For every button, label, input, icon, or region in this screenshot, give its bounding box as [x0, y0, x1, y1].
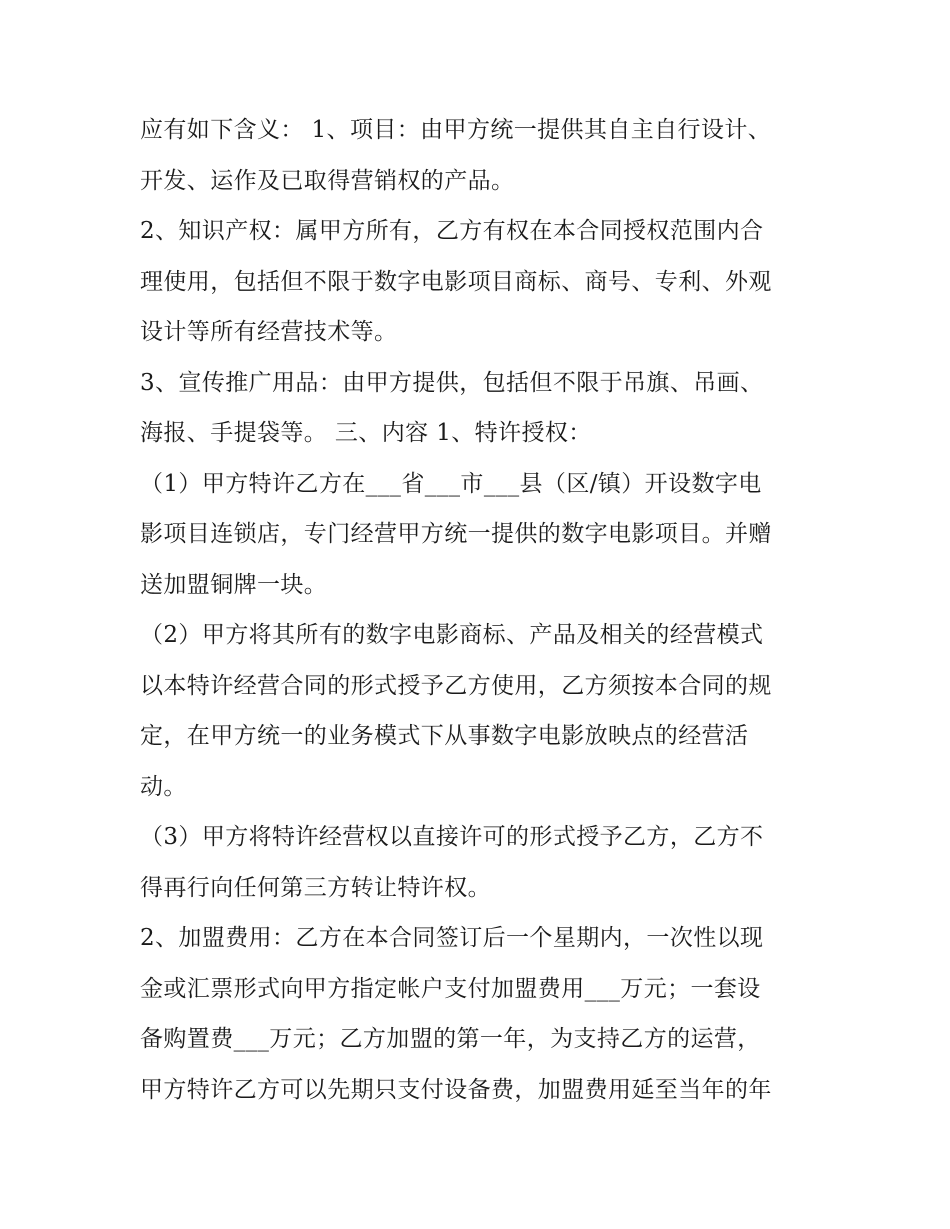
text-line: 应有如下含义： 1、项目：由甲方统一提供其自主自行设计、 — [140, 117, 772, 143]
text-line: 影项目连锁店，专门经营甲方统一提供的数字电影项目。并赠 — [140, 521, 772, 547]
text-line: （3）甲方将特许经营权以直接许可的形式授予乙方，乙方不 — [140, 824, 764, 850]
text-line: 开发、运作及已取得营销权的产品。 — [140, 167, 515, 194]
text-line: 以本特许经营合同的形式授予乙方使用，乙方须按本合同的规 — [140, 672, 772, 699]
text-line: 3、宣传推广用品：由甲方提供，包括但不限于吊旗、吊画、 — [140, 369, 764, 396]
text-line: 动。 — [140, 773, 187, 800]
text-line: 金或汇票形式向甲方指定帐户支付加盟费用___万元；一套设 — [140, 975, 761, 1002]
text-line: 2、知识产权：属甲方所有，乙方有权在本合同授权范围内合 — [140, 218, 764, 244]
text-line: 定，在甲方统一的业务模式下从事数字电影放映点的经营活 — [140, 723, 749, 749]
text-line: 甲方特许乙方可以先期只支付设备费，加盟费用延至当年的年 — [140, 1076, 772, 1103]
text-line: 得再行向任何第三方转让特许权。 — [140, 874, 491, 901]
text-line: 送加盟铜牌一块。 — [140, 571, 328, 598]
text-line: （1）甲方特许乙方在___省___市___县（区/镇）开设数字电 — [140, 470, 762, 497]
text-line: 设计等所有经营技术等。 — [140, 319, 398, 345]
text-line: 2、加盟费用：乙方在本合同签订后一个星期内，一次性以现 — [140, 925, 764, 951]
text-line: 备购置费___万元；乙方加盟的第一年，为支持乙方的运营， — [140, 1026, 761, 1052]
text-line: 理使用，包括但不限于数字电影项目商标、商号、专利、外观 — [140, 268, 772, 295]
document-body — [140, 105, 820, 1115]
text-line: （2）甲方将其所有的数字电影商标、产品及相关的经营模式 — [140, 622, 764, 648]
text-line: 海报、手提袋等。 三、内容 1、特许授权： — [140, 420, 592, 446]
